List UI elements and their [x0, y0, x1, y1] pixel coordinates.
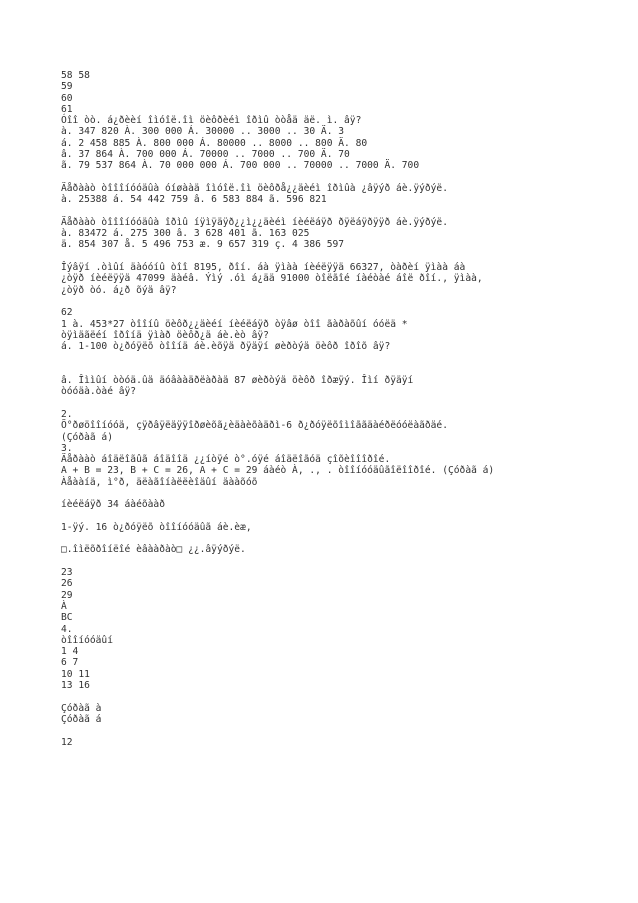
text-line: 26 [61, 578, 73, 590]
text-line: 1 4 [61, 646, 79, 658]
text-block [61, 567, 621, 691]
text-line: 58 58 [61, 70, 90, 81]
text-block [61, 183, 621, 206]
text-line: 4. [61, 623, 73, 635]
text-line: Çóðàã á [61, 713, 102, 725]
text-line: Óîî òò. á¿ðèèí îìóîë.îì öèôðèéì îðìû òòåä äë. ì. âÿ? [61, 115, 362, 127]
text-line: Äåðààò òîîîíóóäûà óíøààä îìóîë.îì öèôðå¿¿äèéì îðìûà ¿âÿýð áè.ÿýðýë. [61, 182, 448, 194]
text-line: Õ°ðøöîîíóóä, çÿðâÿëäÿÿîðøèõã¿èäàèõàäðì-6 ð¿ðóÿëõîìîããäàéðëóóëàãðäé. [61, 420, 448, 432]
document-page [61, 70, 621, 748]
text-line: òîîíóóäûí [61, 634, 113, 646]
paragraph-gap [61, 206, 621, 217]
text-line: 13 16 [61, 680, 90, 692]
text-line: ã. 79 537 864 À. 70 000 000 Á. 700 000 .. 70000 .. 7000 Ä. 700 [61, 160, 420, 172]
text-line: 61 [61, 103, 73, 115]
paragraph-gap [61, 511, 621, 522]
text-line: Îýâÿí .òìûí äàóóíû òîî 8195, ðîí. áà ÿìàà íèéëÿÿä 66327, òàðèí ÿìàà áà [61, 262, 466, 274]
text-line: â. 37 864 À. 700 000 Á. 70000 .. 7000 .. 700 Ä. 70 [61, 149, 350, 161]
paragraph-gap [61, 296, 621, 307]
text-block [61, 703, 621, 726]
text-line: 62 [61, 307, 73, 319]
text-line: □.îìëõðîíëîé èâààðàò□ ¿¿.âÿýðýë. [61, 544, 246, 556]
text-line: ä. 854 307 å. 5 496 753 æ. 9 657 319 ç. 4 386 597 [61, 239, 345, 251]
text-line: ¿òÿð òó. á¿ð õýä âÿ? [61, 284, 177, 296]
text-block [61, 409, 621, 488]
text-line: A + B = 23, B + C = 26, A + C = 29 áàéò À, ., . òîîíóóäûãîëîîðîé. (Çóðàã á) [61, 465, 495, 477]
text-line: 23 [61, 567, 73, 579]
text-line: Äåðààò áîäëîãûã áîäîîä ¿¿íòÿé ò°.óÿé áîäëîãóä çîõèîîîðîé. [61, 454, 391, 466]
paragraph-gap [61, 725, 621, 736]
text-line: 2. [61, 408, 73, 420]
text-line: Äåðààò òîîîíóóäûà îðìû íÿìÿäÿð¿¿ì¿¿äèéì íèéëáÿð ðÿëáÿðÿÿð áè.ÿýðýë. [61, 216, 448, 228]
text-line: Àåààíä, ì°ð, äëàãîíàëëèîäûí äààõóõ [61, 476, 258, 488]
text-line: òóóäà.òàé âÿ? [61, 386, 137, 398]
text-line: 1-ÿý. 16 ò¿ðóÿëõ òîîíóóäûã áè.èæ, [61, 521, 252, 533]
paragraph-gap [61, 172, 621, 183]
text-line: 10 11 [61, 668, 90, 680]
text-line: ¿òÿð íèéëÿÿä 47099 äàéâ. Ýìý .óì á¿ää 91000 òîëãîé íàéòàé áîë ðîí., ÿìàà, [61, 273, 483, 285]
text-line: 29 [61, 589, 73, 601]
paragraph-gap [61, 488, 621, 499]
text-block [61, 499, 621, 510]
paragraph-gap [61, 533, 621, 544]
text-line: à. 25388 á. 54 442 759 â. 6 583 884 ã. 596 821 [61, 194, 327, 206]
text-block [61, 70, 621, 172]
text-line: 12 [61, 736, 73, 748]
paragraph-gap [61, 251, 621, 262]
text-line [61, 364, 621, 375]
text-line: á. 2 458 885 À. 800 000 Á. 80000 .. 8000 .. 800 Ä. 80 [61, 137, 368, 149]
text-line: 1 à. 453*27 òîîíû öèôð¿¿äèéí íèéëáÿð òÿâø òîî ãàðàõûí óóëä * [61, 318, 408, 330]
text-block [61, 544, 621, 555]
text-line: 60 [61, 92, 73, 104]
text-line: â. Îììûí òòóä.ûä äóâààäðëàðàä 87 øèðòýä öèôð îðæÿý. Îìí ðÿäÿí [61, 375, 414, 387]
text-line: 59 [61, 81, 73, 93]
text-line: 3. [61, 442, 73, 454]
text-block [61, 307, 621, 352]
paragraph-gap [61, 398, 621, 409]
paragraph-gap [61, 691, 621, 702]
text-line: À [61, 600, 67, 612]
text-line: à. 347 820 À. 300 000 Á. 30000 .. 3000 .. 30 Ä. 3 [61, 126, 345, 138]
text-line: (Çóðàã á) [61, 431, 113, 443]
text-block [61, 522, 621, 533]
text-block [61, 217, 621, 251]
text-line: á. 1-100 ò¿ðóÿëõ òîîíä áè.èõÿä ðÿäÿí øèðòýä öèôð îðîõ âÿ? [61, 341, 391, 353]
text-line: 6 7 [61, 657, 79, 669]
text-block [61, 737, 621, 748]
paragraph-gap [61, 352, 621, 363]
text-line: BC [61, 612, 73, 624]
text-block [61, 364, 621, 398]
text-block [61, 262, 621, 296]
text-line: Çóðàã à [61, 702, 102, 714]
text-line: à. 83472 á. 275 300 â. 3 628 401 ã. 163 025 [61, 228, 310, 240]
text-line: òÿìäãëéí îðîíä ÿìàð öèôð¿ä áè.èò âÿ? [61, 329, 269, 341]
text-line: íèéëáÿð 34 áàéõààð [61, 499, 165, 511]
paragraph-gap [61, 556, 621, 567]
